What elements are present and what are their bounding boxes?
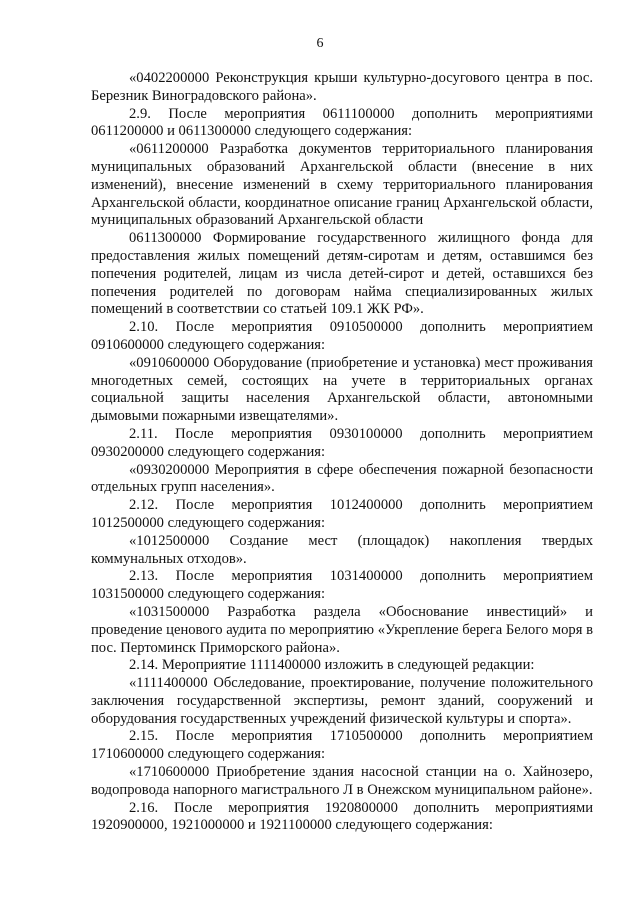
paragraph: 2.11. После мероприятия 0930100000 дополнить мероприятием 0930200000 следующего содержания: [91,425,593,460]
paragraph: «1111400000 Обследование, проектирование, получение положительного заключения государственной экспертизы, ремонт зданий, сооружений и оборудования государственных учреждений физической культуры и спорта». [91,675,593,727]
paragraph: 0611300000 Формирование государственного жилищного фонда для предоставления жилых помещений детям-сиротам и детям, оставшимся без попечения родителей, лицам из числа детей-сирот и детей, оставшихся без попечения родителей по договорам найма специализированных жилых помещений в соответствии со статьей 109.1 ЖК РФ». [91,230,593,318]
paragraph: 2.15. После мероприятия 1710500000 дополнить мероприятием 1710600000 следующего содержания: [91,728,593,763]
paragraph: 2.16. После мероприятия 1920800000 дополнить мероприятиями 1920900000, 1921000000 и 1921100000 следующего содержания: [91,799,593,834]
page-number: 6 [316,36,324,51]
paragraph: «1710600000 Приобретение здания насосной станции на о. Хайнозеро, водопровода напорного магистрального Л в Онежском муниципальном районе». [91,764,593,798]
document-body [91,70,593,835]
paragraph: «0611200000 Разработка документов территориального планирования муниципальных образований Архангельской области (внесение в них изменений), внесение изменений в схему территориального планирования Архангельской области, координатное описание границ Архангельской области, муниципальных образований Архангельской области [91,141,593,229]
paragraph: 2.14. Мероприятие 1111400000 изложить в следующей редакции: [129,657,535,674]
paragraph: «0930200000 Мероприятия в сфере обеспечения пожарной безопасности отдельных групп населения». [91,461,593,496]
paragraph: 2.9. После мероприятия 0611100000 дополнить мероприятиями 0611200000 и 0611300000 следующего содержания: [91,105,593,140]
paragraph: 2.10. После мероприятия 0910500000 дополнить мероприятием 0910600000 следующего содержания: [91,319,593,353]
paragraph: «0402200000 Реконструкция крыши культурно-досугового центра в пос. Березник Виноградовского района». [91,70,593,104]
paragraph: «0910600000 Оборудование (приобретение и установка) мест проживания многодетных семей, состоящих на учете в территориальных органах социальной защиты населения Архангельской области, автономными дымовыми пожарными извещателями». [91,354,593,425]
paragraph: 2.13. После мероприятия 1031400000 дополнить мероприятием 1031500000 следующего содержания: [91,568,593,603]
paragraph: 2.12. После мероприятия 1012400000 дополнить мероприятием 1012500000 следующего содержания: [91,497,593,531]
paragraph: «1031500000 Разработка раздела «Обоснование инвестиций» и проведение ценового аудита по мероприятию «Укрепление берега Белого моря в пос. Пертоминск Приморского района». [91,603,593,656]
paragraph: «1012500000 Создание мест (площадок) накопления твердых коммунальных отходов». [91,532,593,567]
